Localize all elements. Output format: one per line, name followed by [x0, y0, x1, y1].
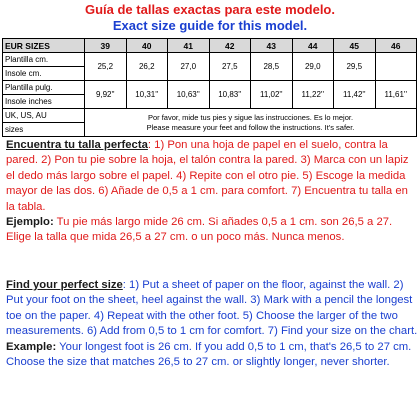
insole-inch-45: 11,42''	[334, 81, 376, 109]
insole-cm-label-en: Insole cm.	[3, 67, 85, 81]
uk-us-au-label-line1: UK, US, AU	[3, 109, 85, 123]
insole-inch-40: 10,31''	[126, 81, 168, 109]
insole-inch-label-es: Plantilla pulg.	[3, 81, 85, 95]
example-en-text: Your longest foot is 26 cm. If you add 0,5 to 1 cm, that's 26,5 to 27 cm. Choose the size that matches 26,5 to 27 cm. or slightly longer, never shorter.	[6, 340, 412, 369]
insole-inch-44: 11,22''	[292, 81, 334, 109]
size-46: 46	[375, 39, 417, 53]
measure-note-en: Please measure your feet and follow the instructions. It's safer.	[146, 122, 355, 132]
insole-inch-42: 10,83''	[209, 81, 251, 109]
example-en-label: Example:	[6, 340, 57, 353]
insole-cm-40: 26,2	[126, 53, 168, 81]
insole-inch-43: 11,02''	[251, 81, 293, 109]
instructions-spanish	[6, 138, 418, 246]
title-spanish: Guía de tallas exactas para este modelo.	[84, 2, 335, 17]
size-45: 45	[334, 39, 376, 53]
insole-cm-44: 29,0	[292, 53, 334, 81]
instructions-english	[6, 278, 418, 370]
insole-cm-label-es: Plantilla cm.	[3, 53, 85, 67]
insole-cm-label-row-1	[3, 53, 417, 67]
insole-inch-label-row-1	[3, 81, 417, 95]
eur-sizes-label: EUR SIZES	[3, 39, 85, 53]
instructions-es-body: : 1) Pon una hoja de papel en el suelo, contra la pared. 2) Pon tu pie sobre la hoja, el talón contra la pared. 3) Marca con un lapiz el dedo más largo sobre el papel. 4) Repite con el otro pie. 5) Escoge la medida mayor de las dos. 6) Añade de 0,5 a 1 cm. para comfort. 7) Encuentra tu talla en la tabla.	[6, 139, 409, 213]
example-es-label: Ejemplo:	[6, 216, 54, 229]
instructions-en-body: : 1) Put a sheet of paper on the floor, against the wall. 2) Put your foot on the sheet, heel against the wall. 3) Mark with a pencil the longest toe on the paper. 4) Repeat with the other foot. 5) Choose the larger of the two measurements. 6) Add from 0,5 to 1 cm for comfort. 7) Find your size on the chart.	[6, 279, 418, 338]
size-40: 40	[126, 39, 168, 53]
size-42: 42	[209, 39, 251, 53]
insole-cm-42: 27,5	[209, 53, 251, 81]
size-39: 39	[85, 39, 127, 53]
size-header-row	[3, 39, 417, 53]
uk-us-au-label-line2: sizes	[3, 123, 85, 137]
size-43: 43	[251, 39, 293, 53]
uk-us-au-row-1	[3, 109, 417, 123]
insole-inch-39: 9,92''	[85, 81, 127, 109]
size-44: 44	[292, 39, 334, 53]
insole-cm-41: 27,0	[168, 53, 210, 81]
title-english: Exact size guide for this model.	[112, 18, 308, 33]
instructions-es-heading: Encuentra tu talla perfecta	[6, 139, 148, 151]
instructions-en-heading: Find your perfect size	[6, 279, 123, 291]
measure-note-es: Por favor, mide tus pies y sigue las instrucciones. Es lo mejor.	[147, 112, 354, 122]
insole-cm-45: 29,5	[334, 53, 376, 81]
size-table	[2, 38, 417, 137]
size-41: 41	[168, 39, 210, 53]
insole-inch-46: 11,61''	[375, 81, 417, 109]
measure-note	[85, 109, 417, 137]
insole-inch-label-en: Insole inches	[3, 95, 85, 109]
example-es-text: Tu pie más largo mide 26 cm. Si añades 0,5 a 1 cm. son 26,5 a 27. Elige la talla que mida 26,5 a 27 cm. o un poco más. Nunca menos.	[6, 216, 393, 244]
insole-inch-41: 10,63''	[168, 81, 210, 109]
insole-cm-39: 25,2	[85, 53, 127, 81]
insole-cm-43: 28,5	[251, 53, 293, 81]
insole-cm-46	[375, 53, 417, 81]
